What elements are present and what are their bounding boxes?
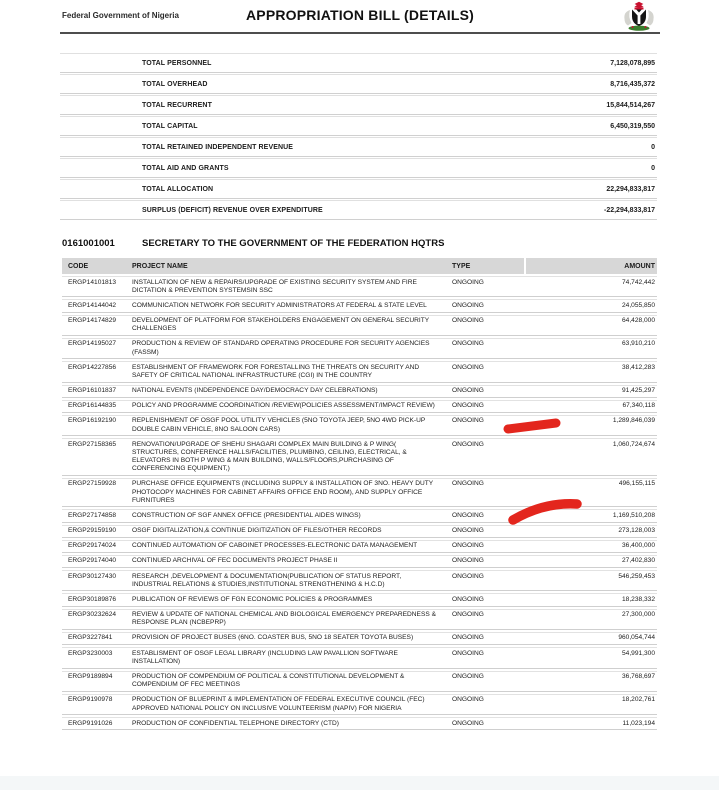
cell-type: ONGOING (452, 542, 484, 550)
cell-project-name: PRODUCTION OF CONFIDENTIAL TELEPHONE DIRECTORY (CTD) (132, 719, 339, 727)
summary-label: TOTAL RETAINED INDEPENDENT REVENUE (142, 143, 294, 151)
cell-code: ERGP9191026 (68, 719, 113, 727)
cell-amount: 1,060,724,674 (612, 440, 655, 448)
cell-type: ONGOING (452, 649, 484, 657)
cell-code: ERGP14101813 (68, 278, 117, 286)
cell-type: ONGOING (452, 301, 484, 309)
table-row (62, 609, 657, 630)
cell-code: ERGP30189876 (68, 595, 117, 603)
cell-amount: 91,425,297 (621, 387, 655, 395)
section-title: SECRETARY TO THE GOVERNMENT OF THE FEDERATION HQTRS (142, 238, 445, 249)
cell-project-name: RENOVATION/UPGRADE OF SHEHU SHAGARI COMPLEX MAIN BUILDING & P WING( STRUCTURES, CONFERENCE HALLS/FACILITIES, PLUMBING, CEILING, ELECTRICAL, & ELEVATORS IN BOTH P WING & MAIN BUILDING, WALLS/FLOORS,PURCHASING OF CONFERENCING EQUIPMENT,) (132, 440, 407, 473)
cell-code: ERGP14174829 (68, 317, 117, 325)
cell-project-name: ESTABLISMENT OF OSGF LEGAL LIBRARY (INCLUDING LAW PAVALLION SOFTWARE INSTALLATION) (132, 649, 398, 665)
cell-type: ONGOING (452, 557, 484, 565)
cell-type: ONGOING (452, 634, 484, 642)
cell-code: ERGP27159928 (68, 480, 117, 488)
cell-project-name: COMMUNICATION NETWORK FOR SECURITY ADMINISTRATORS AT FEDERAL & STATE LEVEL (132, 301, 427, 309)
nigeria-coat-of-arms-icon (620, 1, 658, 32)
cell-amount: 54,991,300 (621, 649, 655, 657)
cell-code: ERGP30127430 (68, 572, 117, 580)
cell-type: ONGOING (452, 572, 484, 580)
cell-amount: 38,412,283 (621, 363, 655, 371)
table-row (62, 593, 657, 606)
table-row (62, 717, 657, 730)
column-header-project-name: PROJECT NAME (132, 262, 188, 270)
cell-project-name: PUBLICATION OF REVIEWS OF FGN ECONOMIC POLICIES & PROGRAMMES (132, 595, 373, 603)
table-row (62, 647, 657, 668)
cell-amount: 27,402,830 (621, 557, 655, 565)
cell-project-name: DEVELOPMENT OF PLATFORM FOR STAKEHOLDERS ENGAGEMENT ON GENERAL SECURITY CHALLENGES (132, 317, 430, 333)
summary-row (60, 137, 657, 157)
cell-code: ERGP30232624 (68, 611, 117, 619)
table-row (62, 671, 657, 692)
cell-project-name: OSGF DIGITALIZATION,& CONTINUE DIGITIZATION OF FILES/OTHER RECORDS (132, 527, 382, 535)
table-row (62, 525, 657, 538)
cell-type: ONGOING (452, 696, 484, 704)
cell-project-name: CONTINUED ARCHIVAL OF FEC DOCUMENTS PROJECT PHASE II (132, 557, 338, 565)
cell-type: ONGOING (452, 511, 484, 519)
cell-amount: 18,238,332 (621, 595, 655, 603)
cell-project-name: INSTALLATION OF NEW & REPAIRS/UPGRADE OF EXISTING SECURITY SYSTEM AND FIRE DICTATION & PREVENTION SYSTEMSIN SSC (132, 278, 417, 294)
cell-type: ONGOING (452, 363, 484, 371)
cell-amount: 273,128,003 (618, 527, 655, 535)
summary-label: TOTAL ALLOCATION (142, 185, 214, 193)
cell-code: ERGP14195027 (68, 340, 117, 348)
table-row (62, 632, 657, 645)
cell-amount: 1,289,846,039 (612, 417, 655, 425)
summary-amount: 6,450,319,550 (610, 122, 655, 130)
summary-amount: 0 (651, 164, 655, 172)
summary-amount: -22,294,833,817 (604, 206, 655, 214)
cell-amount: 64,428,000 (621, 317, 655, 325)
cell-code: ERGP29159190 (68, 527, 117, 535)
cell-code: ERGP16192190 (68, 417, 117, 425)
table-row (62, 415, 657, 436)
cell-type: ONGOING (452, 595, 484, 603)
cell-project-name: CONTINUED AUTOMATION OF CABOINET PROCESSES-ELECTRONIC DATA MANAGEMENT (132, 542, 418, 550)
table-row (62, 478, 657, 508)
cell-type: ONGOING (452, 278, 484, 286)
cell-amount: 496,155,115 (618, 480, 655, 488)
summary-label: TOTAL RECURRENT (142, 101, 212, 109)
cell-type: ONGOING (452, 440, 484, 448)
summary-amount: 22,294,833,817 (606, 185, 655, 193)
cell-project-name: RESEARCH ,DEVELOPMENT & DOCUMENTATION(PUBLICATION OF STATUS REPORT, INDUSTRIAL RELATIONS & STUDIES,INSTITUTIONAL STRENGTHENING & H.C.D) (132, 572, 402, 588)
cell-type: ONGOING (452, 611, 484, 619)
summary-row (60, 158, 657, 178)
column-header-type: TYPE (452, 262, 471, 270)
cell-type: ONGOING (452, 340, 484, 348)
cell-project-name: CONSTRUCTION OF SGF ANNEX OFFICE (PRESIDENTIAL AIDES WINGS) (132, 511, 361, 519)
cell-code: ERGP9189894 (68, 673, 113, 680)
table-row (62, 694, 657, 715)
summary-amount: 8,716,435,372 (610, 80, 655, 88)
cell-amount: 36,768,697 (621, 673, 655, 680)
summary-row (60, 95, 657, 115)
table-row (62, 540, 657, 553)
cell-amount: 67,340,118 (622, 402, 655, 410)
table-row (62, 438, 657, 476)
cell-project-name: ESTABLISHMENT OF FRAMEWORK FOR FORESTALLING THE THREATS ON SECURITY AND SAFETY OF CRITICAL NATIONAL INFRASTRUCTURE (CGI) IN THE COUNTRY (132, 363, 420, 379)
cell-amount: 546,259,453 (618, 572, 655, 580)
page-title: APPROPRIATION BILL (DETAILS) (245, 7, 475, 23)
summary-totals-table (60, 53, 657, 221)
cell-code: ERGP14227856 (68, 363, 117, 371)
table-row (62, 299, 657, 312)
table-row (62, 361, 657, 382)
cell-project-name: NATIONAL EVENTS (INDEPENDENCE DAY/DEMOCRACY DAY CELEBRATIONS) (132, 387, 378, 395)
cell-project-name: REPLENISHMENT OF OSGF POOL UTILITY VEHICLES (5NO TOYOTA JEEP, 5NO 4WD PICK-UP DOUBLE CABIN VEHICLE, 8NO SALOON CARS) (132, 417, 426, 433)
table-row (62, 400, 657, 413)
summary-row (60, 179, 657, 199)
summary-label: TOTAL AID AND GRANTS (142, 164, 229, 172)
cell-type: ONGOING (452, 480, 484, 488)
table-row (62, 338, 657, 359)
cell-type: ONGOING (452, 527, 484, 535)
section-code: 0161001001 (62, 238, 115, 249)
cell-code: ERGP29174040 (68, 557, 117, 565)
cell-amount: 63,910,210 (621, 340, 655, 348)
cell-project-name: PURCHASE OFFICE EQUIPMENTS (INCLUDING SUPPLY & INSTALLATION OF 3NO. HEAVY DUTY PHOTOCOPY MACHINES FOR CABINET AFFAIRS OFFICE END ROOM), AND SUPPLY OFFICE FURNITURES (132, 480, 434, 504)
cell-type: ONGOING (452, 719, 484, 727)
summary-row (60, 53, 657, 73)
summary-row (60, 74, 657, 94)
cell-code: ERGP3230003 (68, 649, 113, 657)
cell-type: ONGOING (452, 387, 484, 395)
summary-amount: 0 (651, 143, 655, 151)
summary-amount: 15,844,514,267 (606, 101, 655, 109)
table-header-row (62, 258, 657, 274)
cell-amount: 27,300,000 (621, 611, 655, 619)
section-header (62, 238, 657, 249)
cell-code: ERGP16101837 (68, 387, 117, 395)
cell-code: ERGP27174858 (68, 511, 117, 519)
cell-code: ERGP14144042 (68, 301, 117, 309)
summary-label: TOTAL CAPITAL (142, 122, 198, 130)
summary-row (60, 116, 657, 136)
footer-strip (0, 776, 719, 790)
cell-amount: 24,055,850 (621, 301, 655, 309)
cell-amount: 18,202,761 (621, 696, 655, 704)
cell-project-name: REVIEW & UPDATE OF NATIONAL CHEMICAL AND BIOLOGICAL EMERGENCY PREPAREDNESS & RESPONSE PLAN (NCBEPRP) (132, 611, 436, 627)
cell-type: ONGOING (452, 402, 484, 410)
cell-type: ONGOING (452, 417, 484, 425)
projects-table (62, 258, 657, 732)
cell-amount: 11,023,194 (622, 719, 655, 727)
summary-row (60, 200, 657, 220)
cell-amount: 36,400,000 (621, 542, 655, 550)
cell-code: ERGP9190978 (68, 696, 113, 704)
table-row (62, 276, 657, 297)
cell-type: ONGOING (452, 673, 484, 680)
cell-code: ERGP27158365 (68, 440, 117, 448)
table-row (62, 555, 657, 568)
column-header-amount: AMOUNT (624, 262, 655, 270)
summary-label: TOTAL OVERHEAD (142, 80, 208, 88)
cell-code: ERGP29174024 (68, 542, 117, 550)
cell-project-name: PROVISION OF PROJECT BUSES (6NO. COASTER BUS, 5NO 18 SEATER TOYOTA BUSES) (132, 634, 414, 642)
table-row (62, 570, 657, 591)
cell-project-name: PRODUCTION OF COMPENDIUM OF POLITICAL & CONSTITUTIONAL DEVELOPMENT & COMPENDIUM OF FEC MEETINGS (132, 673, 405, 689)
cell-code: ERGP3227841 (68, 634, 113, 642)
cell-amount: 1,169,510,208 (612, 511, 655, 519)
cell-project-name: PRODUCTION OF BLUEPRINT & IMPLEMENTATION OF FEDERAL EXECUTIVE COUNCIL (FEC) APPROVED NATIONAL POLICY ON INCLUSIVE VOLUNTEERISM (NAPIV) FOR NIGERIA (132, 696, 425, 712)
header-rule (60, 32, 660, 34)
table-row (62, 509, 657, 522)
cell-project-name: PRODUCTION & REVIEW OF STANDARD OPERATING PROCEDURE FOR SECURITY AGENCIES (FASSM) (132, 340, 430, 356)
cell-project-name: POLICY AND PROGRAMME COORDINATION /REVIEW(POLICIES ASSESSMENT/IMPACT REVIEW) (132, 402, 435, 410)
table-row (62, 315, 657, 336)
table-row (62, 385, 657, 398)
summary-label: TOTAL PERSONNEL (142, 59, 212, 67)
cell-code: ERGP16144835 (68, 402, 117, 410)
cell-type: ONGOING (452, 317, 484, 325)
cell-amount: 960,054,744 (618, 634, 655, 642)
agency-name: Federal Government of Nigeria (62, 11, 179, 20)
cell-amount: 74,742,442 (621, 278, 655, 286)
table-body (62, 276, 657, 730)
summary-label: SURPLUS (DEFICIT) REVENUE OVER EXPENDITURE (142, 206, 323, 214)
column-header-code: CODE (68, 262, 89, 270)
summary-amount: 7,128,078,895 (610, 59, 655, 67)
